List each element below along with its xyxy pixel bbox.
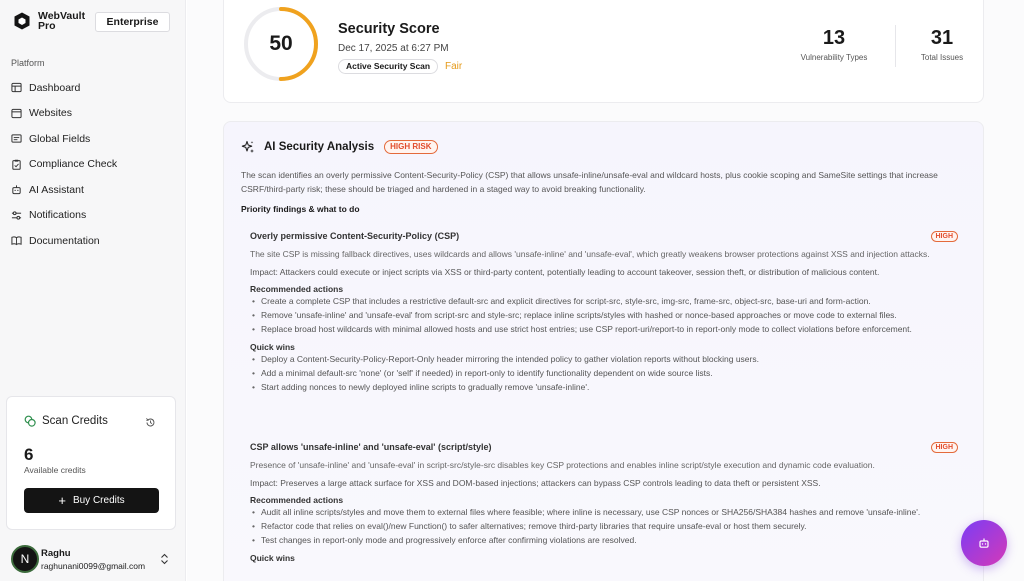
stat-total-issues [914,27,970,62]
sidebar-item-documentation[interactable] [11,228,176,254]
quick-wins-heading: Quick wins [250,342,295,352]
list-item: • Refactor code that relies on eval()/new Function() to safer alternatives; remove third-party libraries that require unsafe-eval or host them securely. [250,521,955,533]
sidebar-item-ai-assistant[interactable] [11,177,176,203]
severity-badge: HIGH [931,231,959,242]
user-info [41,548,145,571]
brand-name: WebVault Pro [38,10,86,32]
stat-label: Total Issues [920,53,964,62]
scan-status-chip: Active Security Scan [338,59,438,74]
finding-title: Overly permissive Content-Security-Policy (CSP) [250,231,460,241]
score-value: 50 [269,32,293,55]
main-content [187,0,1024,581]
sidebar-item-label: AI Assistant [29,183,84,196]
quick-wins-list [250,354,960,394]
brand[interactable] [12,11,84,31]
list-item: • Replace broad host wildcards with minimal allowed hosts and use strict host entries; use CSP report-uri/report-to in report-only mode to collect violations before enforcement. [250,324,955,336]
buy-credits-button[interactable] [24,488,159,513]
ai-security-analysis-card [223,121,984,581]
robot-icon [978,537,990,549]
sidebar-item-label: Notifications [29,209,87,222]
credits-subtitle: Available credits [24,465,86,475]
stat-vulnerability-types [794,27,874,62]
actions-list [250,507,960,547]
stat-value: 13 [822,27,846,49]
sidebar-item-label: Websites [29,107,72,120]
book-icon [11,235,22,246]
risk-badge: HIGH RISK [384,140,437,154]
severity-badge: HIGH [931,442,959,453]
credits-title: Scan Credits [42,415,108,427]
scan-credits-card [6,396,176,530]
stat-value: 31 [930,27,954,49]
sidebar-item-label: Compliance Check [29,158,118,171]
list-item: • Create a complete CSP that includes a restrictive default-src and explicit directives for script-src, style-src, img-src, frame-src, object-src, base-uri and form-action. [250,296,955,308]
shield-logo-icon [12,11,32,31]
coins-icon [24,415,36,427]
sidebar-item-global-fields[interactable] [11,126,176,152]
chevron-up-down-icon [160,553,169,565]
plus-icon: + [58,492,66,508]
sidebar [0,0,186,581]
scan-date: Dec 17, 2025 at 6:27 PM [338,43,449,54]
score-level: Fair [445,61,463,72]
quick-wins-heading: Quick wins [250,553,295,563]
sidebar-item-notifications[interactable] [11,203,176,229]
stat-label: Vulnerability Types [800,53,868,62]
finding-description: Presence of 'unsafe-inline' and 'unsafe-eval' in script-src/style-src disables key CSP protections and enables inline script/style execution and dynamic code evaluation. [250,460,875,470]
ai-assistant-fab[interactable] [961,520,1007,566]
list-item: • Test changes in report-only mode and progressively enforce after confirming violations are resolved. [250,535,955,547]
clipboard-check-icon [11,159,22,170]
finding-title: CSP allows 'unsafe-inline' and 'unsafe-eval' (script/style) [250,442,492,452]
browser-window-icon [11,108,22,119]
finding-impact: Impact: Preserves a large attack surface for XSS and DOM-based injections; attackers can bypass CSP controls leading to data theft or persistent XSS. [250,477,821,488]
actions-list [250,296,960,336]
list-item: • Add a minimal default-src 'none' (or 'self' if needed) in report-only to identify functionality dependent on wide source lists. [250,368,955,380]
user-email: raghunani0099@gmail.com [41,560,146,571]
sidebar-item-compliance-check[interactable] [11,152,176,178]
sparkles-icon [241,140,255,154]
sidebar-item-websites[interactable] [11,101,176,127]
sidebar-item-label: Documentation [29,234,100,247]
analysis-header [241,140,438,154]
nav-section-label: Platform [11,58,45,68]
list-item: • Audit all inline scripts/styles and move them to external files where feasible; where inline is necessary, use CSP nonces or SHA256/SHA384 hashes and remove 'unsafe-inline'. [250,507,955,519]
analysis-title: AI Security Analysis [264,141,375,153]
priority-heading: Priority findings & what to do [241,204,360,214]
history-icon[interactable] [145,417,156,428]
sidebar-item-label: Dashboard [29,81,81,94]
score-title: Security Score [338,21,440,37]
analysis-summary: The scan identifies an overly permissive Content-Security-Policy (CSP) that allows unsafe-inline/unsafe-eval and wildcard hosts, plus cookie scoping and SameSite settings that increase CSRF/third-party risk; these should be triaged and hardened in a staged way to avoid breaking functionality. [241,170,938,194]
list-item: • Start adding nonces to newly deployed inline scripts to gradually remove 'unsafe-inline'. [250,382,955,394]
sidebar-item-dashboard[interactable] [11,75,176,101]
list-item: • Deploy a Content-Security-Policy-Report-Only header mirroring the intended policy to gather violation reports without blocking users. [250,354,955,366]
buy-credits-label: Buy Credits [72,495,125,506]
credits-count: 6 [24,445,34,464]
actions-heading: Recommended actions [250,283,344,294]
finding-card [250,442,960,563]
actions-heading: Recommended actions [250,494,344,505]
user-menu[interactable] [11,545,176,573]
fields-icon [11,133,22,144]
sliders-icon [11,210,22,221]
credits-header [24,415,108,427]
finding-description: The site CSP is missing fallback directives, uses wildcards and allows 'unsafe-inline' and 'unsafe-eval', which greatly weakens browser protections against XSS and injection attacks. [250,249,930,259]
divider [895,25,896,67]
avatar: N [11,545,39,573]
sidebar-nav [11,75,176,254]
list-item: • Remove 'unsafe-inline' and 'unsafe-eval' from script-src and style-src; replace inline scripts/styles with hashed or nonce-based approaches or move code to external files. [250,310,955,322]
plan-badge[interactable]: Enterprise [95,12,170,32]
security-score-card [223,0,984,103]
robot-icon [11,184,22,195]
user-name: Raghu [41,547,71,559]
sidebar-item-label: Global Fields [29,132,91,145]
finding-impact: Impact: Attackers could execute or inject scripts via XSS or third-party content, potentially leading to account takeover, session theft, or distribution of malicious content. [250,266,880,277]
finding-card [250,231,960,396]
dashboard-icon [11,82,22,93]
